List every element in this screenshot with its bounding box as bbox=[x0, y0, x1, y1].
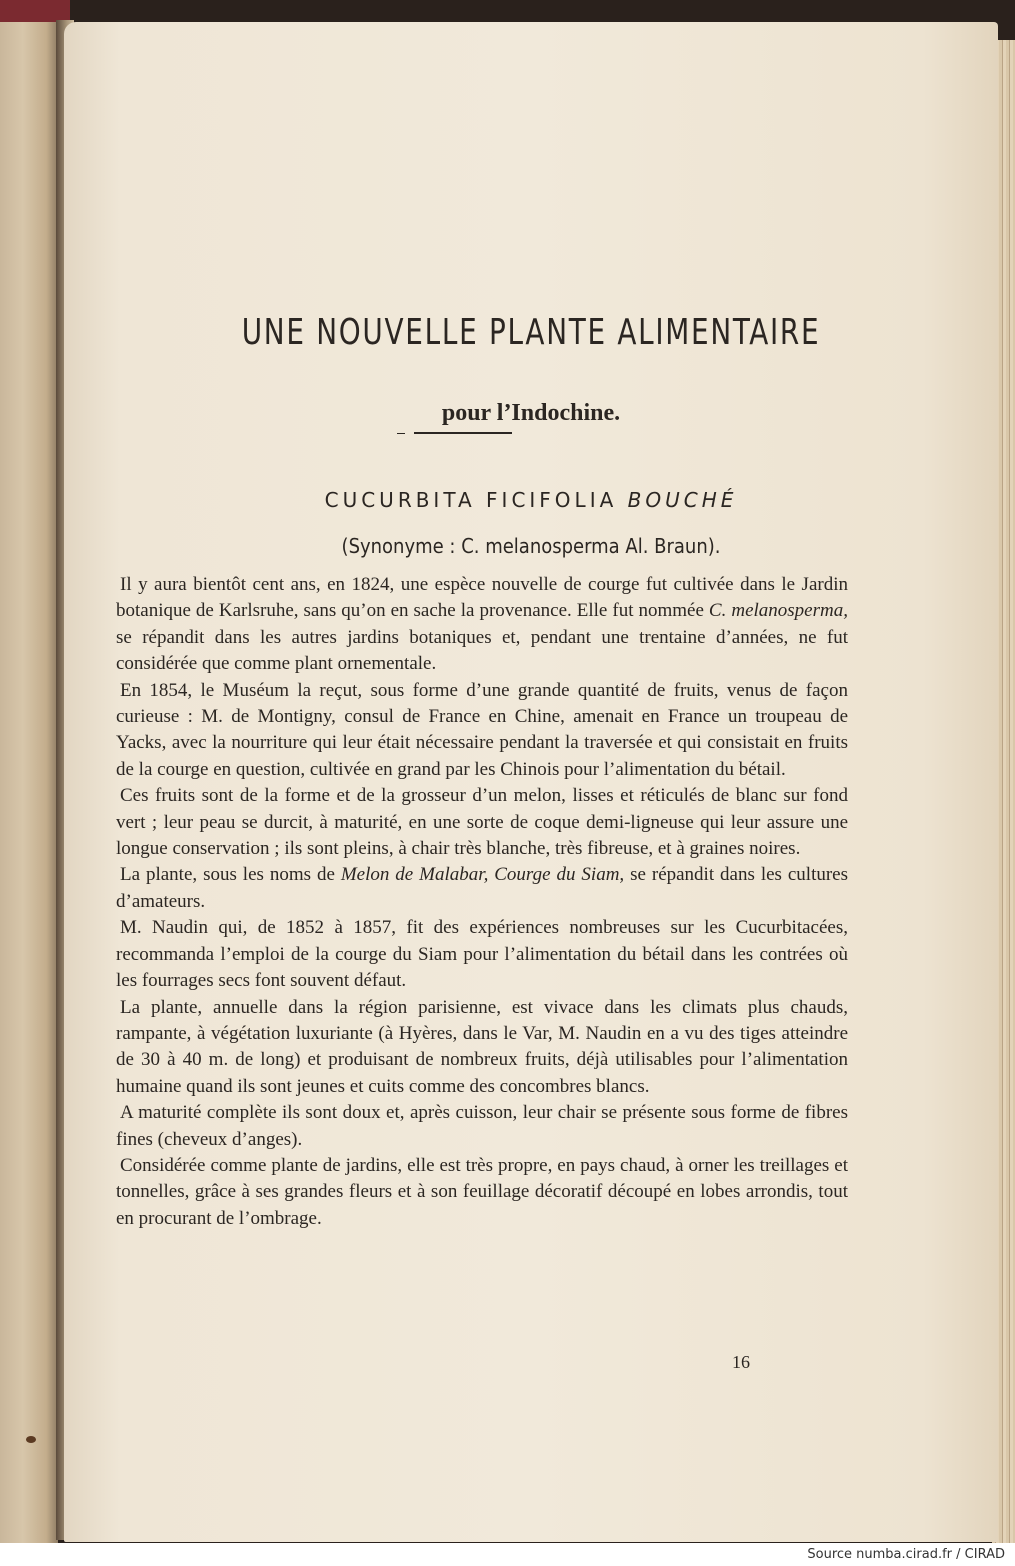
scientific-name-heading bbox=[64, 488, 998, 512]
paragraph: La plante, sous les noms de Melon de Malabar, Courge du Siam, se répandit dans les cultures d’amateurs. bbox=[116, 864, 849, 912]
paragraph: A maturité complète ils sont doux et, après cuisson, leur chair se présente sous forme de fibres fines (cheveux d’anges). bbox=[116, 1102, 848, 1150]
author-name: BOUCHÉ bbox=[627, 488, 738, 512]
article-body bbox=[116, 572, 848, 1232]
paragraph: M. Naudin qui, de 1852 à 1857, fit des expériences nombreuses sur les Cucurbitacées, recommanda l’emploi de la courge du Siam pour l’alimentation du bétail dans les contrées où les fourrages secs font souvent défaut. bbox=[116, 917, 848, 992]
paragraph: Il y aura bientôt cent ans, en 1824, une espèce nouvelle de courge fut cultivée dans le Jardin botanique de Karlsruhe, sans qu’on en sache la provenance. Elle fut nommée C. melanosperma, se répandit dans les autres jardins botaniques et, pendant une trentaine d’années, ne fut considérée que comme plant ornementale. bbox=[116, 574, 848, 675]
synonym-line: (Synonyme : C. melanosperma Al. Braun). bbox=[341, 534, 721, 558]
source-credit: Source numba.cirad.fr / CIRAD bbox=[807, 1547, 1005, 1562]
ornament-dash bbox=[397, 433, 405, 434]
scientific-name: CUCURBITA FICIFOLIA bbox=[324, 488, 618, 512]
article-title: UNE NOUVELLE PLANTE ALIMENTAIRE bbox=[241, 312, 821, 353]
paragraph: La plante, annuelle dans la région parisienne, est vivace dans les climats plus chauds, rampante, à végétation luxuriante (à Hyères, dans le Var, M. Naudin en a vu des tiges atteindre de 30 à 40 m. de long) et produisant de nombreux fruits, déjà utilisables pour l’alimentation humaine quand ils sont jeunes et cuits comme des concombres blancs. bbox=[116, 996, 848, 1097]
page-number: 16 bbox=[732, 1352, 750, 1372]
ink-spot bbox=[26, 1436, 36, 1443]
book-binding bbox=[0, 0, 70, 22]
document-page bbox=[64, 22, 998, 1542]
paragraph: En 1854, le Muséum la reçut, sous forme d’une grande quantité de fruits, venus de façon curieuse : M. de Montigny, consul de France en Chine, amenait en France un troupeau de Yacks, avec la nourriture qui leur était nécessaire pendant la traversée et qui consistait en fruits de la courge en question, cultivée en grand par les Chinois pour l’alimentation du bétail. bbox=[116, 679, 848, 780]
paragraph: Considérée comme plante de jardins, elle est très propre, en pays chaud, à orner les treillages et tonnelles, grâce à ses grandes fleurs et à son feuillage décoratif découpé en lobes arrondis, tout en procurant de l’ombrage. bbox=[116, 1154, 848, 1229]
paragraph: Ces fruits sont de la forme et de la grosseur d’un melon, lisses et réticulés de blanc sur fond vert ; leur peau se durcit, à maturité, en une sorte de coque demi-ligneuse qui leur assure une longue conservation ; ils sont pleins, à chair très blanche, très fibreuse, et à graines noires. bbox=[116, 785, 848, 860]
article-subtitle: pour l’Indochine. bbox=[441, 400, 621, 426]
previous-page-edge bbox=[0, 8, 58, 1543]
title-rule bbox=[414, 432, 512, 434]
